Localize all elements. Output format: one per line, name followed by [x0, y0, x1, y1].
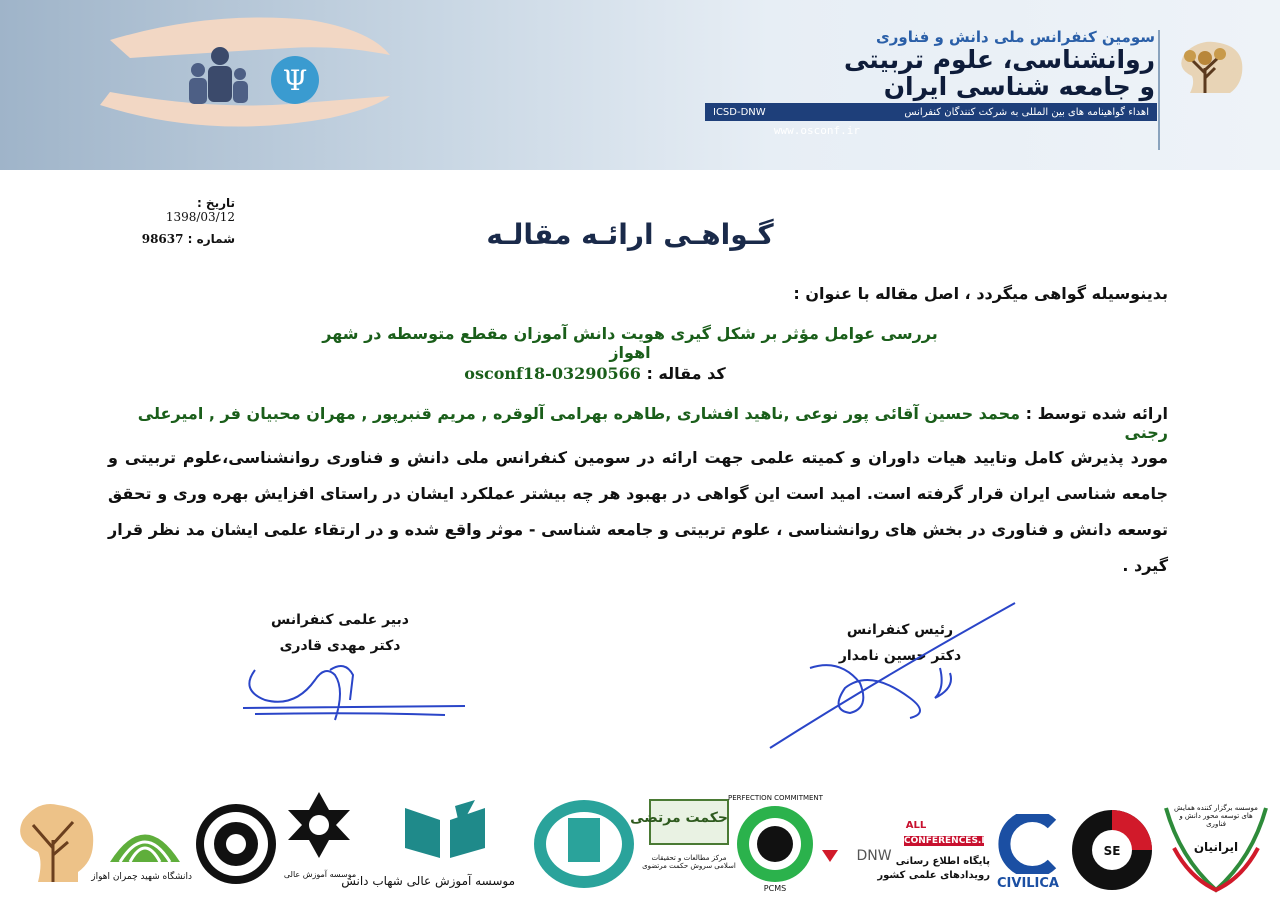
article-code-label: کد مقاله : [646, 364, 726, 383]
shahab-danesh-caption: موسسه آموزش عالی شهاب دانش [341, 874, 515, 888]
intro-line: بدینوسیله گواهی میگردد ، اصل مقاله با عنوان : [793, 284, 1168, 303]
authors-label: ارائه شده توسط : [1025, 404, 1168, 423]
arabesque-institute-caption: موسسه آموزش عالی [283, 870, 357, 879]
right-signer-name: دکتر حسین نامدار [838, 648, 962, 664]
banner-strip-text: اهداء گواهینامه های بین المللی به شرکت کنندگان کنفرانس [904, 106, 1149, 118]
certificate-meta [125, 196, 235, 254]
left-signature-scribble-icon [235, 640, 475, 740]
svg-text:Ψ: Ψ [282, 64, 308, 97]
banner-main-line2: و جامعه شناسی ایران [883, 72, 1155, 101]
authors-names: محمد حسین آقائی پور نوعی ,ناهید افشاری ,طاهره بهرامی آلوقره , مریم قنبرپور , مهران محبیان فر , امیرعلی رجنی [137, 404, 1168, 442]
number-label: شماره : [187, 232, 235, 246]
banner-subtitle: سومین کنفرانس ملی دانش و فناوری [876, 28, 1155, 46]
number-row [125, 232, 235, 246]
allconf-caption-1: پایگاه اطلاع رسانی [895, 856, 990, 867]
se-label: SE [1103, 844, 1121, 858]
right-signer-title: رئیس کنفرانس [846, 622, 954, 638]
date-label: تاریخ : [196, 196, 235, 210]
protecting-hands-icon [90, 0, 410, 150]
hekmat-caption: مرکز مطالعات و تحقیقات اسلامی سروش حکمت مرتضوی [642, 854, 736, 870]
authors-line [108, 404, 1168, 442]
date-value: 1398/03/12 [165, 210, 235, 224]
ahvaz-university-logo-icon [100, 812, 190, 867]
article-title: بررسی عوامل مؤثر بر شکل گیری هویت دانش آموزان مقطع متوسطه در شهر اهواز [322, 324, 938, 362]
banner-strip-code: ICSD-DNW [713, 106, 766, 118]
banner-main-line1: روانشناسی، علوم تربیتی [843, 45, 1155, 74]
ahvaz-university-caption: دانشگاه شهید چمران اهواز [91, 872, 192, 882]
allconf-top: ALL [905, 820, 927, 831]
allconf-caption-2: رویدادهای علمی کشور [877, 870, 990, 881]
banner-strip [705, 103, 1157, 121]
isfahan-university-logo-icon [530, 796, 638, 892]
header-banner [0, 0, 1280, 170]
date-row [125, 196, 235, 224]
iranian-caption: موسسه برگزار کننده همایش های توسعه محور دانش و فناوری [1174, 804, 1258, 828]
left-signer-name: دکتر مهدی قادری [279, 638, 401, 654]
pcms-logo-icon [732, 804, 818, 886]
article-code-row [420, 364, 770, 383]
pcms-short: PCMS [763, 884, 787, 893]
sponsor-logos [0, 790, 1280, 904]
allconf-mid: CONFERENCES.IR [904, 836, 992, 846]
banner-title-block [685, 28, 1155, 100]
gear-university-logo-icon [192, 798, 280, 890]
number-value: 98637 [141, 232, 184, 246]
left-signer-title: دبیر علمی کنفرانس [271, 612, 409, 628]
tree-head-logo-icon [1160, 38, 1250, 98]
hekmat-title: حکمت مرتضی [630, 810, 728, 826]
certificate-title: گـواهـی ارائـه مقالـه [486, 218, 774, 251]
certificate-paragraph: مورد پذیرش کامل وتایید هیات داوران و کمیته علمی جهت ارائه در سومین کنفرانس ملی دانش و فناوری روانشناسی،علوم تربیتی و جامعه شناسی ایران قرار گرفته است. امید است این گواهی در بهبود هر چه بیشتر عملکرد ایشان در راستای افزایش بهره وری و تحقق توسعه دانش و فناوری در بخش های روانشناسی ، علوم تربیتی و جامعه شناسی - موثر واقع شده و در ارتقاء علمی ایشان مد نظر قرار گیرد . [108, 448, 1168, 575]
tree-head-footer-logo-icon [8, 800, 100, 885]
right-signature-scribble-icon [760, 598, 1030, 753]
pcms-caption: PERFECTION COMMITMENT [728, 794, 823, 802]
iranian-label: ایرانیان [1193, 840, 1239, 854]
arabesque-institute-logo-icon [284, 790, 354, 860]
civilica-label: CIVILICA [997, 876, 1059, 891]
banner-url: www.osconf.ir [773, 124, 860, 137]
shahab-danesh-logo-icon [400, 798, 490, 860]
dnw-logo-icon [820, 848, 840, 864]
article-code-value: osconf18-03290566 [464, 364, 641, 383]
civilica-logo-icon [992, 814, 1064, 874]
dnw-label: DNW [856, 848, 892, 864]
